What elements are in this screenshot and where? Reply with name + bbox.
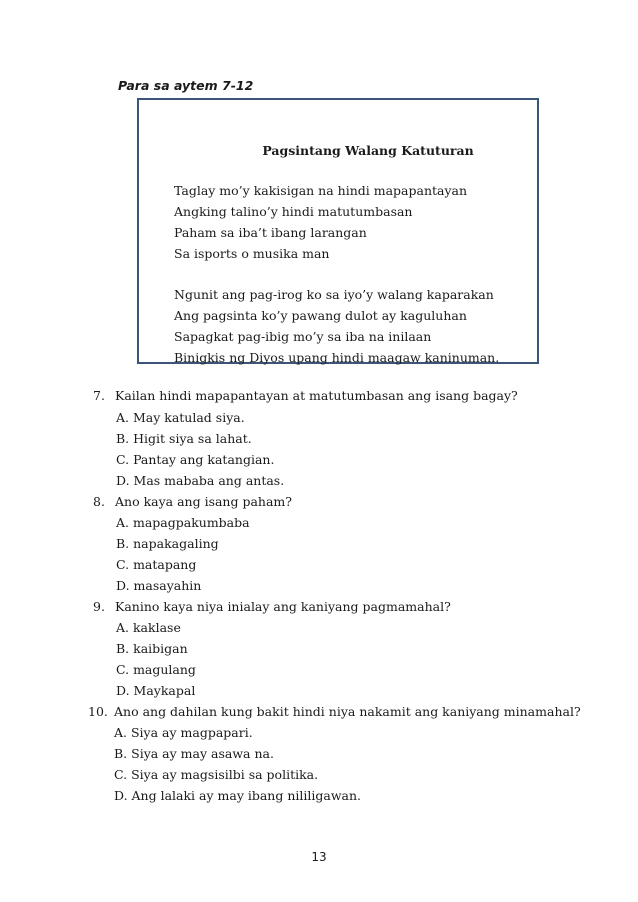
option: D. Ang lalaki ay may ibang nililigawan. <box>114 788 361 803</box>
question-number: 7. <box>93 388 105 403</box>
option: A. kaklase <box>116 620 181 635</box>
poem-line: Taglay mo’y kakisigan na hindi mapapantayan <box>174 183 468 198</box>
question-7 <box>93 388 518 403</box>
question-text: Ano ang dahilan kung bakit hindi niya nakamit ang kaniyang minamahal? <box>114 704 581 719</box>
option: B. napakagaling <box>116 536 219 551</box>
option: A. mapagpakumbaba <box>116 515 250 530</box>
option: A. Siya ay magpapari. <box>114 725 253 740</box>
poem-line: Sapagkat pag-ibig mo’y sa iba na inilaan <box>174 329 432 344</box>
poem-box <box>137 98 539 364</box>
option: B. Siya ay may asawa na. <box>114 746 274 761</box>
poem-line: Ang pagsinta ko’y pawang dulot ay kaguluhan <box>174 308 467 323</box>
question-9 <box>93 599 451 614</box>
section-heading: Para sa aytem 7-12 <box>118 78 254 93</box>
question-8 <box>93 494 292 509</box>
poem-title: Pagsintang Walang Katuturan <box>262 143 474 158</box>
option: D. Maykapal <box>116 683 196 698</box>
option: B. kaibigan <box>116 641 188 656</box>
page-number: 13 <box>311 850 327 864</box>
option: C. matapang <box>116 557 197 572</box>
poem-line: Angking talino’y hindi matutumbasan <box>174 204 413 219</box>
question-number: 10. <box>88 704 108 719</box>
poem-line: Paham sa iba’t ibang larangan <box>174 225 367 240</box>
option: A. May katulad siya. <box>116 410 245 425</box>
question-text: Kanino kaya niya inialay ang kaniyang pagmamahal? <box>115 599 451 614</box>
option: D. Mas mababa ang antas. <box>116 473 285 488</box>
question-number: 8. <box>93 494 105 509</box>
question-10 <box>88 704 581 719</box>
option: B. Higit siya sa lahat. <box>116 431 252 446</box>
option: C. Siya ay magsisilbi sa politika. <box>114 767 319 782</box>
option: D. masayahin <box>116 578 202 593</box>
question-text: Ano kaya ang isang paham? <box>115 494 292 509</box>
option: C. Pantay ang katangian. <box>116 452 275 467</box>
question-text: Kailan hindi mapapantayan at matutumbasan ang isang bagay? <box>115 388 518 403</box>
poem-line: Ngunit ang pag-irog ko sa iyo’y walang kaparakan <box>174 287 494 302</box>
question-number: 9. <box>93 599 105 614</box>
poem-line: Sa isports o musika man <box>174 246 330 261</box>
poem-line: Binigkis ng Diyos upang hindi maagaw kaninuman. <box>174 350 500 365</box>
option: C. magulang <box>116 662 196 677</box>
